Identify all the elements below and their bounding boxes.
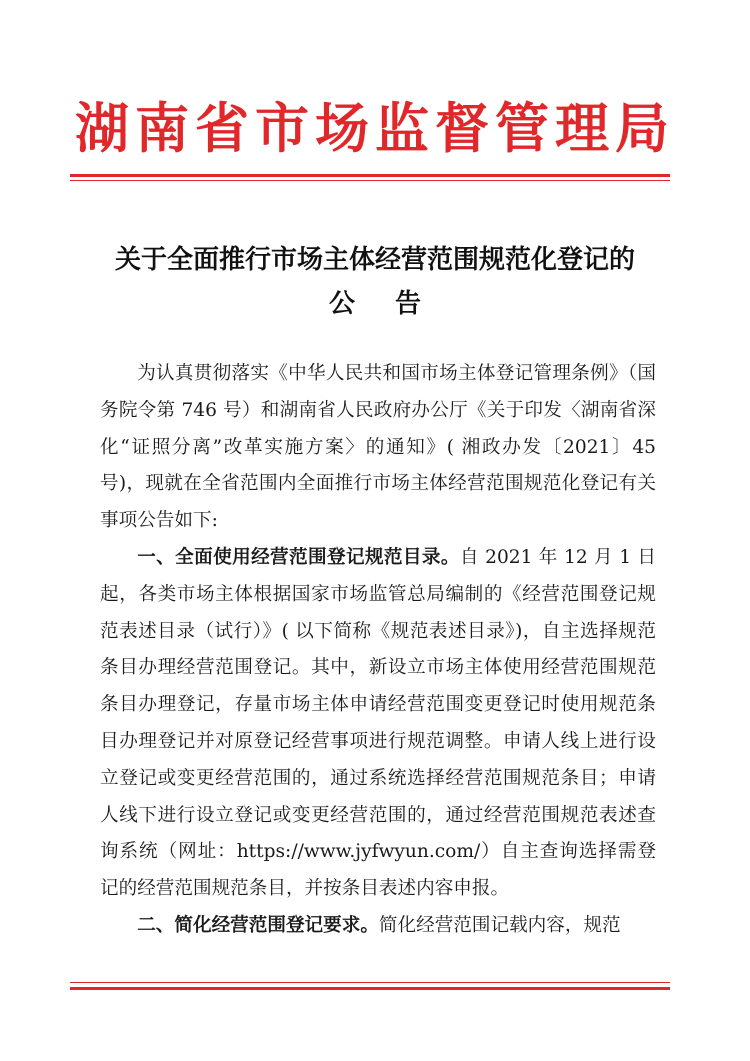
section-2-heading: 二、简化经营范围登记要求。 (137, 914, 379, 936)
document-title-line1: 关于全面推行市场主体经营范围规范化登记的 (114, 245, 635, 275)
footer-divider-thin (70, 982, 670, 983)
document-title-line2: 公告 (328, 289, 461, 319)
section-2-text: 简化经营范围记载内容，规范 (378, 914, 621, 936)
paragraph-intro-text: 为认真贯彻落实《中华人民共和国市场主体登记管理条例》（国务院令第 746 号）和湖南省人民政府办公厅《关于印发〈湖南省深化“证照分离”改革实施方案〉的通知》( 湘政办发〔2021〕45 号)，现就在全省范围内全面推行市场主体经营范围规范化登记有关事项公告如下: (100, 363, 656, 532)
paragraph-section-1 (100, 540, 656, 908)
document-title (60, 238, 690, 326)
footer-divider-thick (70, 987, 670, 990)
paragraph-intro (100, 356, 656, 540)
document-body (100, 356, 656, 945)
agency-title: 湖南省市场监督管理局 (75, 96, 675, 160)
section-1-text: 自 2021 年 12 月 1 日起，各类市场主体根据国家市场监管总局编制的《经营范围登记规范表述目录（试行）》( 以下简称《规范表述目录》)，自主选择规范条目办理经营范围登记。其中，新设立市场主体使用经营范围规范条目办理登记，存量市场主体申请经营范围变更登记时使用规范条目办理登记并对原登记经营事项进行规范调整。申请人线上进行设立登记或变更经营范围的，通过系统选择经营范围规范条目；申请人线下进行设立登记或变更经营范围的，通过经营范围规范表述查询系统（网址：https://www.jyfwyun.com/）自主查询选择需登记的经营范围规范条目，并按条目表述内容申报。 (100, 546, 656, 900)
section-1-heading: 一、全面使用经营范围登记规范目录。 (137, 546, 460, 568)
paragraph-section-2 (100, 908, 656, 945)
header-divider-thin (70, 180, 670, 181)
header-divider-thick (70, 174, 670, 177)
